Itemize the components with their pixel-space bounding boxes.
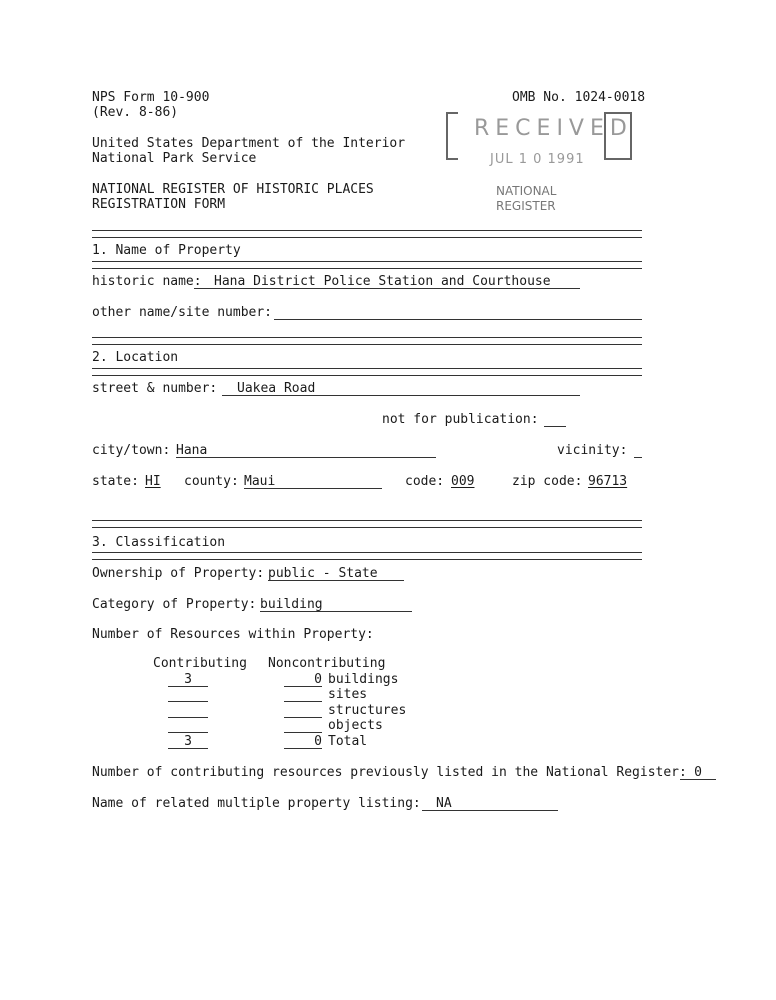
contributing-underline <box>168 686 208 687</box>
stamp-left-bracket <box>446 112 458 160</box>
contributing-header: Contributing <box>153 656 247 671</box>
registration-form-title: REGISTRATION FORM <box>92 197 226 212</box>
section2-heading: 2. Location <box>92 350 179 365</box>
stamp-register: REGISTER <box>496 199 556 213</box>
department-name: United States Department of the Interior <box>92 136 406 151</box>
section-divider <box>92 261 642 269</box>
state-value[interactable]: HI <box>145 474 161 489</box>
contributing-count[interactable]: 3 <box>184 734 192 749</box>
city-underline <box>176 457 436 458</box>
omb-number: OMB No. 1024-0018 <box>512 90 646 105</box>
resource-type-label: structures <box>328 703 407 718</box>
city-value[interactable]: Hana <box>176 443 208 458</box>
noncontributing-underline <box>284 717 322 718</box>
other-name-field[interactable] <box>274 319 642 320</box>
county-underline <box>244 488 382 489</box>
noncontributing-underline <box>284 701 322 702</box>
resources-label: Number of Resources within Property: <box>92 627 374 642</box>
state-label: state: <box>92 474 139 489</box>
resource-type-label: Total <box>328 734 368 749</box>
resource-type-label: sites <box>328 687 368 702</box>
section-divider <box>92 368 642 376</box>
street-underline <box>222 395 580 396</box>
multiple-listing-value[interactable]: NA <box>436 796 452 811</box>
historic-name-value[interactable]: Hana District Police Station and Courthouse <box>214 274 551 289</box>
noncontributing-count[interactable]: 0 <box>314 672 322 687</box>
historic-name-underline <box>194 288 580 289</box>
city-label: city/town: <box>92 443 171 458</box>
section-divider <box>92 230 642 238</box>
previously-listed-value[interactable]: 0 <box>694 765 702 780</box>
register-title: NATIONAL REGISTER OF HISTORIC PLACES <box>92 182 374 197</box>
vicinity-field[interactable] <box>634 457 642 458</box>
county-code-value[interactable]: 009 <box>451 474 475 489</box>
form-revision: (Rev. 8-86) <box>92 105 179 120</box>
contributing-count[interactable]: 3 <box>184 672 192 687</box>
category-underline <box>260 611 412 612</box>
ownership-value[interactable]: public - State <box>268 566 378 581</box>
service-name: National Park Service <box>92 151 257 166</box>
contributing-underline <box>168 701 208 702</box>
street-value[interactable]: Uakea Road <box>237 381 316 396</box>
resource-type-label: buildings <box>328 672 399 687</box>
previously-listed-underline <box>680 779 716 780</box>
not-for-publication-field[interactable] <box>544 426 566 427</box>
stamp-date: JUL 1 0 1991 <box>490 152 585 167</box>
section3-heading: 3. Classification <box>92 535 226 550</box>
zip-value[interactable]: 96713 <box>588 474 628 489</box>
not-for-publication-label: not for publication: <box>382 412 539 427</box>
section-divider <box>92 337 642 345</box>
section-divider <box>92 520 642 528</box>
noncontributing-underline <box>284 732 322 733</box>
street-label: street & number: <box>92 381 218 396</box>
historic-name-label: historic name: <box>92 274 202 289</box>
contributing-underline <box>168 748 208 749</box>
stamp-received-text: RECEIVED <box>474 116 633 141</box>
zip-label: zip code: <box>512 474 583 489</box>
noncontributing-header: Noncontributing <box>268 656 386 671</box>
stamp-national: NATIONAL <box>496 184 557 198</box>
noncontributing-underline <box>284 748 322 749</box>
vicinity-label: vicinity: <box>557 443 628 458</box>
resource-type-label: objects <box>328 718 383 733</box>
contributing-underline <box>168 732 208 733</box>
multiple-listing-underline <box>422 810 558 811</box>
multiple-listing-label: Name of related multiple property listing: <box>92 796 421 811</box>
contributing-underline <box>168 717 208 718</box>
section-divider <box>92 552 642 560</box>
county-label: county: <box>184 474 239 489</box>
noncontributing-underline <box>284 686 322 687</box>
county-code-label: code: <box>405 474 445 489</box>
previously-listed-label: Number of contributing resources previously listed in the National Register: <box>92 765 687 780</box>
noncontributing-count[interactable]: 0 <box>314 734 322 749</box>
category-label: Category of Property: <box>92 597 257 612</box>
county-value[interactable]: Maui <box>244 474 276 489</box>
ownership-underline <box>268 580 404 581</box>
category-value[interactable]: building <box>260 597 323 612</box>
ownership-label: Ownership of Property: <box>92 566 265 581</box>
section1-heading: 1. Name of Property <box>92 243 241 258</box>
form-number: NPS Form 10-900 <box>92 90 210 105</box>
other-name-label: other name/site number: <box>92 305 273 320</box>
